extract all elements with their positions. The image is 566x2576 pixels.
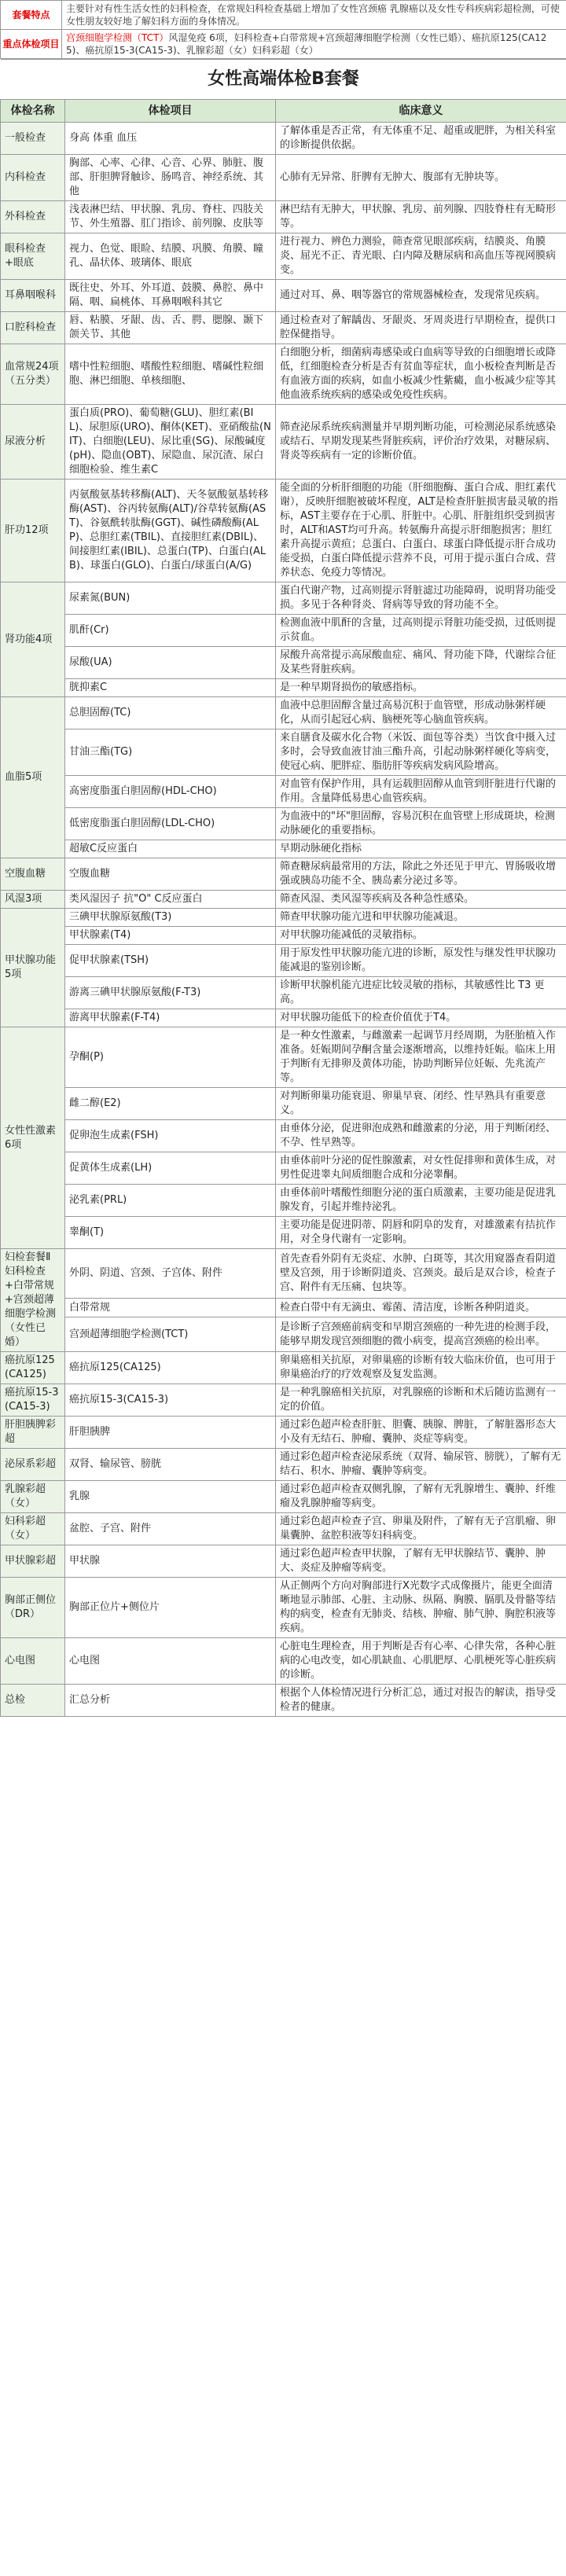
meaning-cell: 通过彩色超声检查双侧乳腺，了解有无乳腺增生、囊肿、纤维瘤及乳腺肿瘤等病变。 [276,1481,566,1513]
item-cell: 促黄体生成素(LH) [65,1152,276,1185]
item-cell: 浅表淋巴结、甲状腺、乳房、脊柱、四肢关节、外生殖器、肛门指诊、前列腺、皮肤等 [65,201,276,233]
table-row [1,1217,566,1249]
meaning-cell: 诊断甲状腺机能亢进症比较灵敏的指标，其敏感性比 T3 更高。 [276,977,566,1009]
table-row [1,312,566,344]
item-cell: 身高 体重 血压 [65,123,276,155]
item-cell: 外阴、阴道、宫颈、子宫体、附件 [65,1249,276,1299]
meaning-cell: 首先查看外阴有无炎症、水肿、白斑等，其次用窥器查看阴道壁及宫颈，用于诊断阴道炎、宫颈炎。最后是双合诊，检查子宫、附件有无压痛、包块等。 [276,1249,566,1299]
meaning-cell: 筛查泌尿系统疾病测量并早期判断功能，可检测泌尿系统感染或结石、早期发现某些肾脏疾病，评价治疗效果，对糖尿病、肾炎等疾病有一定的诊断价值。 [276,405,566,480]
item-cell: 汇总分析 [65,1685,276,1717]
table-row [1,615,566,647]
meaning-cell: 对甲状腺功能减低的灵敏指标。 [276,927,566,945]
meaning-cell: 检查白带中有无滴虫、霉菌、清洁度，诊断各种阴道炎。 [276,1298,566,1317]
table-row [1,1152,566,1185]
item-cell: 甲状腺 [65,1545,276,1578]
category-cell: 耳鼻咽喉科 [1,280,65,312]
table-row [1,1685,566,1717]
table-row [1,582,566,615]
category-cell: 内科检查 [1,155,65,201]
main-table [0,59,566,1717]
meaning-cell: 根据个人体检情况进行分析汇总，通过对报告的解读，指导受检者的健康。 [276,1685,566,1717]
category-cell: 癌抗原125(CA125) [1,1352,65,1384]
item-cell: 促甲状腺素(TSH) [65,945,276,977]
table-row [1,1352,566,1384]
table-row [1,1298,566,1317]
header-meaning: 临床意义 [276,100,566,123]
item-cell: 促卵泡生成素(FSH) [65,1120,276,1152]
item-cell: 类风湿因子 抗"O" C反应蛋白 [65,891,276,909]
table-row [1,729,566,776]
intro-row-features [1,1,566,30]
item-cell: 胱抑素C [65,679,276,697]
item-cell: 空腹血糖 [65,858,276,891]
header-item: 体检项目 [65,100,276,123]
table-row [1,280,566,312]
meaning-cell: 血液中总胆固醇含量过高易沉积于血管壁，形成动脉粥样硬化，从而引起冠心病、脑梗死等心脑血管疾病。 [276,697,566,729]
item-cell: 总胆固醇(TC) [65,697,276,729]
category-cell: 眼科检查+眼底 [1,233,65,280]
header-row [1,100,566,123]
meaning-cell: 是诊断子宫颈癌前病变和早期宫颈癌的一种先进的检测手段，能够早期发现宫颈细胞的微小病变，提高宫颈癌的检出率。 [276,1317,566,1352]
table-row [1,1009,566,1027]
item-cell: 游离三碘甲状腺原氨酸(F-T3) [65,977,276,1009]
category-cell: 总检 [1,1685,65,1717]
meaning-cell: 淋巴结有无肿大，甲状腺、乳房、前列腺、四肢脊柱有无畸形等。 [276,201,566,233]
table-row [1,1545,566,1578]
item-cell: 癌抗原125(CA125) [65,1352,276,1384]
item-cell: 尿素氮(BUN) [65,582,276,615]
features-label: 套餐特点 [1,1,62,30]
category-cell: 一般检查 [1,123,65,155]
table-row [1,647,566,679]
item-cell: 宫颈超薄细胞学检测(TCT) [65,1317,276,1352]
category-cell: 风湿3项 [1,891,65,909]
table-row [1,1185,566,1217]
category-cell: 肾功能4项 [1,582,65,697]
meaning-cell: 由垂体前叶分泌的促性腺激素，对女性促排卵和黄体生成，对男性促进睾丸间质细胞合成和分泌睾酮。 [276,1152,566,1185]
item-cell: 胸部正位片+侧位片 [65,1578,276,1638]
meaning-cell: 是一种女性激素，与雌激素一起调节月经周期，为胚胎植入作准备。妊娠期间孕酮含量会逐渐增高，以维持妊娠。临床上用于判断有无排卵及黄体功能，协助判断异位妊娠、先兆流产等。 [276,1027,566,1088]
meaning-cell: 筛查糖尿病最常用的方法，除此之外还见于甲亢、胃肠吸收增强或胰岛功能不全、胰岛素分泌过多等。 [276,858,566,891]
category-cell: 尿液分析 [1,405,65,480]
header-category: 体检名称 [1,100,65,123]
table-row [1,480,566,582]
item-cell: 低密度脂蛋白胆固醇(LDL-CHO) [65,808,276,840]
table-row [1,1481,566,1513]
item-cell: 盆腔、子宫、附件 [65,1513,276,1545]
item-cell: 游离甲状腺素(F-T4) [65,1009,276,1027]
table-row [1,233,566,280]
category-cell: 口腔科检查 [1,312,65,344]
item-cell: 雌二醇(E2) [65,1088,276,1120]
item-cell: 尿酸(UA) [65,647,276,679]
table-row [1,1449,566,1481]
category-cell: 肝功12项 [1,480,65,582]
meaning-cell: 卵巢癌相关抗原，对卵巢癌的诊断有较大临床价值，也可用于卵巢癌治疗的疗效观察及复发监测。 [276,1352,566,1384]
meaning-cell: 白细胞分析，细菌病毒感染或白血病等导致的白细胞增长或降低，红细胞检查分析是否有贫血等症状，血小板检查判断是否有血液方面的疾病，如血小板减少性紫癜，血小板减少症等其他血液系统疾病的感染或免疫性疾病。 [276,344,566,405]
category-cell: 空腹血糖 [1,858,65,891]
meaning-cell: 通过彩色超声检查甲状腺，了解有无甲状腺结节、囊肿、肿大、炎症及肿瘤等病变。 [276,1545,566,1578]
table-row [1,977,566,1009]
item-cell: 心电图 [65,1638,276,1685]
features-text: 主要针对有性生活女性的妇科检查，在常规妇科检查基础上增加了女性宫颈癌 乳腺癌以及女性专科疾病彩超检测，可使女性朋友较好地了解妇科方面的身体情况。 [62,1,566,30]
key-items-body: 风湿免疫 6项，妇科检查+白带常规+宫颈超薄细胞学检测（女性已婚）、癌抗原125(CA125)、癌抗原15-3(CA15-3)、乳腺彩超（女）妇科彩超（女） [66,32,547,56]
meaning-cell: 筛查风湿、类风湿等疾病及各种急性感染。 [276,891,566,909]
table-row [1,1249,566,1299]
item-cell: 肌酐(Cr) [65,615,276,647]
meaning-cell: 为血液中的"坏"胆固醇，容易沉积在血管壁上形成斑块，检测动脉硬化的重要指标。 [276,808,566,840]
table-row [1,123,566,155]
meaning-cell: 了解体重是否正常，有无体重不足、超重或肥胖，为相关科室的诊断提供依据。 [276,123,566,155]
meaning-cell: 早期动脉硬化指标 [276,840,566,858]
meaning-cell: 蛋白代谢产物，过高则提示肾脏滤过功能障碍，说明肾功能受损。多见于各种肾炎、肾病等导致的肾功能不全。 [276,582,566,615]
item-cell: 甘油三酯(TG) [65,729,276,776]
table-row [1,1417,566,1449]
table-row [1,697,566,729]
category-cell: 外科检查 [1,201,65,233]
table-row [1,945,566,977]
table-row [1,405,566,480]
table-row [1,909,566,927]
table-row [1,1384,566,1417]
table-row [1,891,566,909]
item-cell: 乳腺 [65,1481,276,1513]
meaning-cell: 通过对耳、鼻、咽等器官的常规器械检查，发现常见疾病。 [276,280,566,312]
meaning-cell: 是一种早期肾损伤的敏感指标。 [276,679,566,697]
table-row [1,1317,566,1352]
item-cell: 甲状腺素(T4) [65,927,276,945]
table-row [1,858,566,891]
table-row [1,679,566,697]
meaning-cell: 通过检查对了解龋齿、牙龈炎、牙周炎进行早期检查，提供口腔保健指导。 [276,312,566,344]
item-cell: 丙氨酸氨基转移酶(ALT)、天冬氨酸氨基转移酶(AST)、谷丙转氨酶(ALT)/谷草转氨酶(AST)、谷氨酰转肽酶(GGT)、碱性磷酸酶(ALP)、总胆红素(TBIL)、直接胆红素(DBIL)、间接胆红素(IBIL)、总蛋白(TP)、白蛋白(ALB)、球蛋白(GLO)、白蛋白/球蛋白(A/G) [65,480,276,582]
meaning-cell: 能全面的分析肝细胞的功能（肝细胞酶、蛋白合成、胆红素代谢），反映肝细胞被破坏程度，ALT是检查肝脏损害最灵敏的指标，AST主要存在于心肌、肝脏中。心肌、肝脏组织受到损害时，ALT和AST均可升高。转氨酶升高提示肝细胞损害；胆红素升高提示黄疸；总蛋白、白蛋白、球蛋白降低提示肝合成功能受损，白蛋白降低提示营养不良，可用于提示蛋白合成、营养状态、免疫力等情况。 [276,480,566,582]
table-row [1,840,566,858]
meaning-cell: 心肺有无异常、肝脾有无肿大、腹部有无肿块等。 [276,155,566,201]
meaning-cell: 用于原发性甲状腺功能亢进的诊断，原发性与继发性甲状腺功能减退的鉴别诊断。 [276,945,566,977]
intro-table [0,0,566,59]
category-cell: 肝胆胰脾彩超 [1,1417,65,1449]
meaning-cell: 通过彩色超声检查肝脏、胆囊、胰腺、脾脏，了解脏器形态大小及有无结石、肿瘤、囊肿、炎症等病变。 [276,1417,566,1449]
item-cell: 嗜中性粒细胞、嗜酸性粒细胞、嗜碱性粒细胞、淋巴细胞、单核细胞、 [65,344,276,405]
category-cell: 心电图 [1,1638,65,1685]
category-cell: 胸部正侧位（DR） [1,1578,65,1638]
meaning-cell: 从正侧两个方向对胸部进行X光数字式成像摄片，能更全面清晰地显示肺部、心脏、主动脉、纵隔、胸膜、膈肌及骨骼等结构的病变，检查有无肺炎、结核、肿瘤、肺气肿、胸腔积液等疾病。 [276,1578,566,1638]
title-row [1,60,566,100]
item-cell: 蛋白质(PRO)、葡萄糖(GLU)、胆红素(BIL)、尿胆原(URO)、酮体(KET)、亚硝酸盐(NIT)、白细胞(LEU)、尿比重(SG)、尿酸碱度(pH)、隐血(OBT)、尿隐血、尿沉渣、尿白细胞检验、维生素C [65,405,276,480]
item-cell: 肝胆胰脾 [65,1417,276,1449]
table-row [1,155,566,201]
category-cell: 乳腺彩超（女） [1,1481,65,1513]
meaning-cell: 进行视力、辨色力测验，筛查常见眼部疾病，结膜炎、角膜炎、屈光不正、青光眼、白内障及糖尿病和高血压等视网膜病变。 [276,233,566,280]
item-cell: 泌乳素(PRL) [65,1185,276,1217]
meaning-cell: 通过彩色超声检查子宫、卵巢及附件，了解有无子宫肌瘤、卵巢囊肿、盆腔积液等妇科病变。 [276,1513,566,1545]
category-cell: 癌抗原15-3(CA15-3) [1,1384,65,1417]
category-cell: 妇科彩超（女） [1,1513,65,1545]
key-items-text [62,30,566,59]
item-cell: 白带常规 [65,1298,276,1317]
table-row [1,927,566,945]
item-cell: 高密度脂蛋白胆固醇(HDL-CHO) [65,776,276,808]
item-cell: 癌抗原15-3(CA15-3) [65,1384,276,1417]
meaning-cell: 尿酸升高常提示高尿酸血症、痛风、肾功能下降，代谢综合征及某些肾脏疾病。 [276,647,566,679]
item-cell: 超敏C反应蛋白 [65,840,276,858]
category-cell: 泌尿系彩超 [1,1449,65,1481]
meaning-cell: 由垂体前叶嗜酸性细胞分泌的蛋白质激素，主要功能是促进乳腺发育，引起并维持泌乳。 [276,1185,566,1217]
intro-row-key-items [1,30,566,59]
meaning-cell: 由垂体分泌，促进卵泡成熟和雌激素的分泌，用于判断闭经、不孕、性早熟等。 [276,1120,566,1152]
table-row [1,1120,566,1152]
table-row [1,776,566,808]
item-cell: 双肾、输尿管、膀胱 [65,1449,276,1481]
table-row [1,1638,566,1685]
meaning-cell: 对血管有保护作用，具有运载胆固醇从血管到肝脏进行代谢的作用。含量降低易患心血管疾病。 [276,776,566,808]
table-row [1,1578,566,1638]
item-cell: 既往史、外耳、外耳道、鼓膜、鼻腔、鼻中隔、咽、扁桃体、耳鼻咽喉科其它 [65,280,276,312]
item-cell: 唇、粘膜、牙龈、齿、舌、腭、腮腺、颞下颌关节、其他 [65,312,276,344]
key-items-highlight: 宫颈细胞学检测（TCT） [66,32,169,43]
category-cell: 甲状腺彩超 [1,1545,65,1578]
table-row [1,1088,566,1120]
key-items-label: 重点体检项目 [1,30,62,59]
meaning-cell: 来自膳食及碳水化合物（米饭、面包等谷类）当饮食中摄入过多时，会导致血液甘油三酯升高，引起动脉粥样硬化等病变，使冠心病、肥胖症、脂肪肝等疾病发病风险增高。 [276,729,566,776]
table-row [1,1513,566,1545]
table-body [1,123,566,1717]
meaning-cell: 检测血液中肌酐的含量，过高则提示肾脏功能受损，过低则提示贫血。 [276,615,566,647]
meaning-cell: 心脏电生理检查，用于判断是否有心率、心律失常，各种心脏病的心电改变，如心肌缺血、心肌肥厚、心肌梗死等心脏疾病的诊断。 [276,1638,566,1685]
meaning-cell: 通过彩色超声检查泌尿系统（双肾、输尿管、膀胱），了解有无结石、积水、肿瘤、囊肿等病变。 [276,1449,566,1481]
category-cell: 血脂5项 [1,697,65,858]
meaning-cell: 对判断卵巢功能衰退、卵巢早衰、闭经、性早熟具有重要意义。 [276,1088,566,1120]
meaning-cell: 对甲状腺功能低下的检查价值优于T4。 [276,1009,566,1027]
category-cell: 妇检套餐Ⅱ 妇科检查+白带常规+宫颈超薄细胞学检测（女性已婚） [1,1249,65,1352]
page-title: 女性高端体检B套餐 [1,60,566,100]
item-cell: 胸部、心率、心律、心音、心界、肺脏、腹部、肝胆脾肾触诊、肠鸣音、神经系统、其他 [65,155,276,201]
item-cell: 孕酮(P) [65,1027,276,1088]
meaning-cell: 筛查甲状腺功能亢进和甲状腺功能减退。 [276,909,566,927]
table-row [1,344,566,405]
category-cell: 血常规24项（五分类） [1,344,65,405]
meaning-cell: 主要功能是促进阴蒂、阴唇和阴阜的发育，对雄激素有拮抗作用，对全身代谢有一定影响。 [276,1217,566,1249]
item-cell: 睾酮(T) [65,1217,276,1249]
table-row [1,1027,566,1088]
category-cell: 甲状腺功能5项 [1,909,65,1027]
meaning-cell: 是一种乳腺癌相关抗原，对乳腺癌的诊断和术后随访监测有一定的价值。 [276,1384,566,1417]
category-cell: 女性性激素 6项 [1,1027,65,1249]
table-row [1,201,566,233]
item-cell: 视力、色觉、眼睑、结膜、巩膜、角膜、瞳孔、晶状体、玻璃体、眼底 [65,233,276,280]
item-cell: 三碘甲状腺原氨酸(T3) [65,909,276,927]
table-row [1,808,566,840]
